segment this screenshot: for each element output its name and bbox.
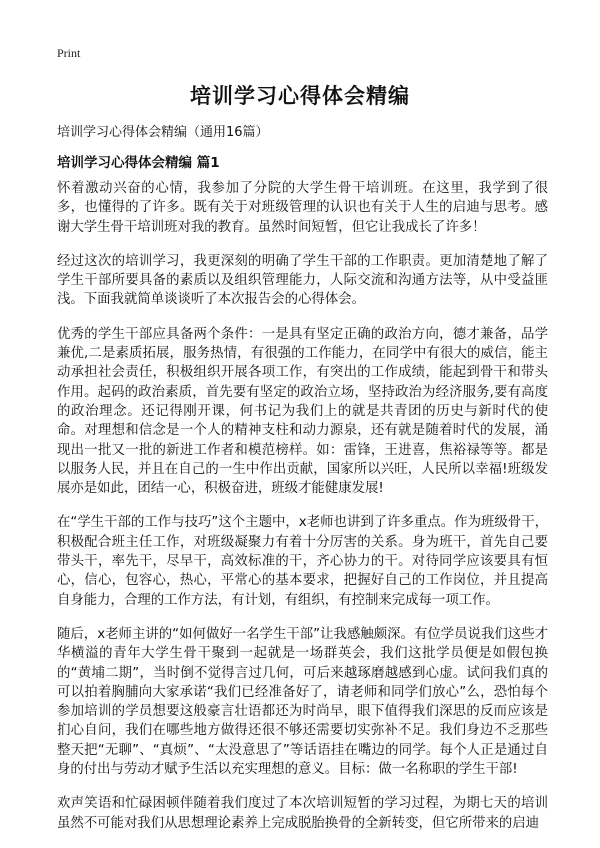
paragraph: 随后，x老师主讲的“如何做好一名学生干部”让我感触颇深。有位学员说我们这些才华横溢的青年大学生骨干聚到一起就是一场群英会，我们这批学员便是如假包换的“黄埔二期”，当时倒不觉得言过几何，可后来越琢磨越感到心虚。试问我们真的可以拍着胸脯向大家承诺“我们已经准备好了，请老师和同学们放心”么，恐怕每个参加培训的学员想要这般豪言壮语都还为时尚早，眼下值得我们深思的反而应该是扪心自问，我们在哪些地方做得还很不够还需要切实弥补不足。我们身边不乏那些整天把“无聊”、“真烦”、“太没意思了”等话语挂在嘴边的同学。每个人正是通过自身的付出与劳动才赋予生活以充实理想的意义。目标：做一名称职的学生干部!: [57, 626, 548, 778]
document-title: 培训学习心得体会精编: [190, 84, 410, 108]
article-body: [57, 179, 548, 848]
document-subtitle: 培训学习心得体会精编（通用16篇）: [57, 125, 269, 140]
paragraph: 欢声笑语和忙碌困顿伴随着我们度过了本次培训短暂的学习过程，为期七天的培训虽然不可能对我们从思想理论素养上完成脱胎换骨的全新转变，但它所带来的启迪: [57, 796, 548, 831]
paragraph: 优秀的学生干部应具备两个条件：一是具有坚定正确的政治方向，德才兼备，品学兼优,二是素质拓展，服务热情，有很强的工作能力，在同学中有很大的威信，能主动承担社会责任，积极组织开展各项工作，有突出的工作成绩，能起到骨干和带头作用。起码的政治素质，首先要有坚定的政治立场，坚持政治为经济服务,要有高度的政治理念。还记得刚开课，何书记为我们上的就是共青团的历史与新时代的使命。对理想和信念是一个人的精神支柱和动力源泉，还有就是随着时代的发展，涌现出一批又一批的新进工作者和模范榜样。如：雷锋，王进喜，焦裕禄等等。都是以服务人民，并且在自己的一生中作出贡献，国家所以兴旺，人民所以幸福!班级发展亦是如此，团结一心，积极奋进，班级才能健康发展!: [57, 326, 548, 497]
section-heading: 培训学习心得体会精编 篇1: [57, 155, 220, 171]
paragraph: 在“学生干部的工作与技巧”这个主题中，x老师也讲到了许多重点。作为班级骨干，积极配合班主任工作，对班级凝聚力有着十分厉害的关系。身为班干，首先自己要带头干，率先干，尽早干，高效标准的干，齐心协力的干。对待同学应该要具有恒心，信心，包容心，热心，平常心的基本要求，把握好自己的工作岗位，并且提高自身能力，合理的工作方法，有计划，有组织，有控制来完成每一项工作。: [57, 515, 548, 608]
paragraph: 怀着激动兴奋的心情，我参加了分院的大学生骨干培训班。在这里，我学到了很多，也懂得的了许多。既有关于对班级管理的认识也有关于人生的启迪与思考。感谢大学生骨干培训班对我的教育。虽然时间短暂，但它让我成长了许多！: [57, 181, 548, 235]
print-link[interactable]: Print: [57, 46, 81, 60]
paragraph: 经过这次的培训学习，我更深刻的明确了学生干部的工作职责。更加清楚地了解了学生干部所要具备的素质以及组织管理能力，人际交流和沟通方法等，从中受益匪浅。下面我就简单谈谈听了本次报告会的心得体会。: [57, 253, 548, 308]
